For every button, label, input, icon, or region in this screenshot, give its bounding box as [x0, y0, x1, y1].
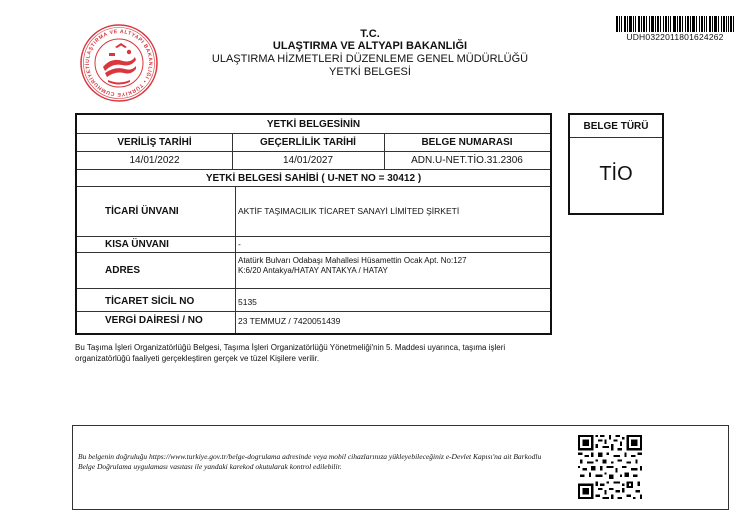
- directorate-name: ULAŞTIRMA HİZMETLERİ DÜZENLEME GENEL MÜDÜRLÜĞÜ: [211, 53, 529, 65]
- document-type-box: [568, 113, 664, 215]
- document-type-label: BELGE TÜRÜ: [583, 121, 649, 132]
- short-name-label: KISA ÜNVANI: [105, 239, 169, 250]
- tax-office-value: 23 TEMMUZ / 7420051439: [238, 316, 341, 326]
- holder-label: YETKİ BELGESİ SAHİBİ ( U-NET NO = 30412 ): [205, 173, 422, 184]
- certificate-table: [75, 113, 552, 335]
- validity-date-label: GEÇERLİLİK TARİHİ: [260, 137, 356, 148]
- header-tc: T.C.: [360, 28, 380, 40]
- tax-office-label: VERGİ DAİRESİ / NO: [105, 315, 203, 326]
- verification-text: Bu belgenin doğruluğu https://www.turkiye.gov.tr/belge-dogrulama adresinde veya mobil cihazlarınıza yükleyebileceğiniz e-Devlet Kapısı'na ait Barkodlu Belge Doğrulama uygulaması vasıtası ile yandaki karekod okutularak kontrol edilebilir.: [78, 452, 542, 471]
- ministry-name: ULAŞTIRMA VE ALTYAPI BAKANLIĞI: [272, 40, 468, 52]
- trade-registry-label: TİCARET SİCİL NO: [105, 296, 195, 307]
- certificate-number-label: BELGE NUMARASI: [421, 137, 513, 148]
- document-name: YETKİ BELGESİ: [329, 66, 411, 78]
- certificate-number-value: ADN.U-NET.TİO.31.2306: [411, 155, 523, 166]
- issue-date-value: 14/01/2022: [129, 155, 180, 166]
- document-type-value: TİO: [599, 163, 633, 185]
- barcode-image: [616, 16, 734, 32]
- barcode-number: UDH0322011801624262: [626, 32, 724, 42]
- address-label: ADRES: [105, 265, 141, 276]
- short-name-value: -: [238, 239, 241, 249]
- seal-ring-text: ULAŞTIRMA VE ALTYAPI BAKANLIĞI • TÜRKİYE CUMHURİYETİ: [84, 28, 154, 98]
- trade-registry-value: 5135: [238, 297, 257, 307]
- certificate-title: YETKİ BELGESİNİN: [266, 119, 361, 130]
- trade-name-value: AKTİF TAŞIMACILIK TİCARET SANAYİ LİMİTED ŞİRKETİ: [238, 206, 460, 216]
- legal-text: Bu Taşıma İşleri Organizatörlüğü Belgesi, Taşıma İşleri Organizatörlüğü Yönetmeliği'nin 5. Maddesi uyarınca, taşıma işleri organizatörlüğü faaliyeti gerçekleştiren gerçek ve tüzel Kişilere verilir.: [75, 343, 506, 363]
- trade-name-label: TİCARİ ÜNVANI: [105, 206, 179, 217]
- validity-date-value: 14/01/2027: [282, 155, 334, 166]
- qr-code: [578, 435, 642, 499]
- issue-date-label: VERİLİŞ TARİHİ: [117, 137, 192, 148]
- address-value: Atatürk Bulvarı Odabaşı Mahallesi Hüsamettin Ocak Apt. No:127 K:6/20 Antakya/HATAY ANTAKYA / HATAY: [238, 256, 467, 275]
- ministry-seal-logo: [79, 23, 159, 103]
